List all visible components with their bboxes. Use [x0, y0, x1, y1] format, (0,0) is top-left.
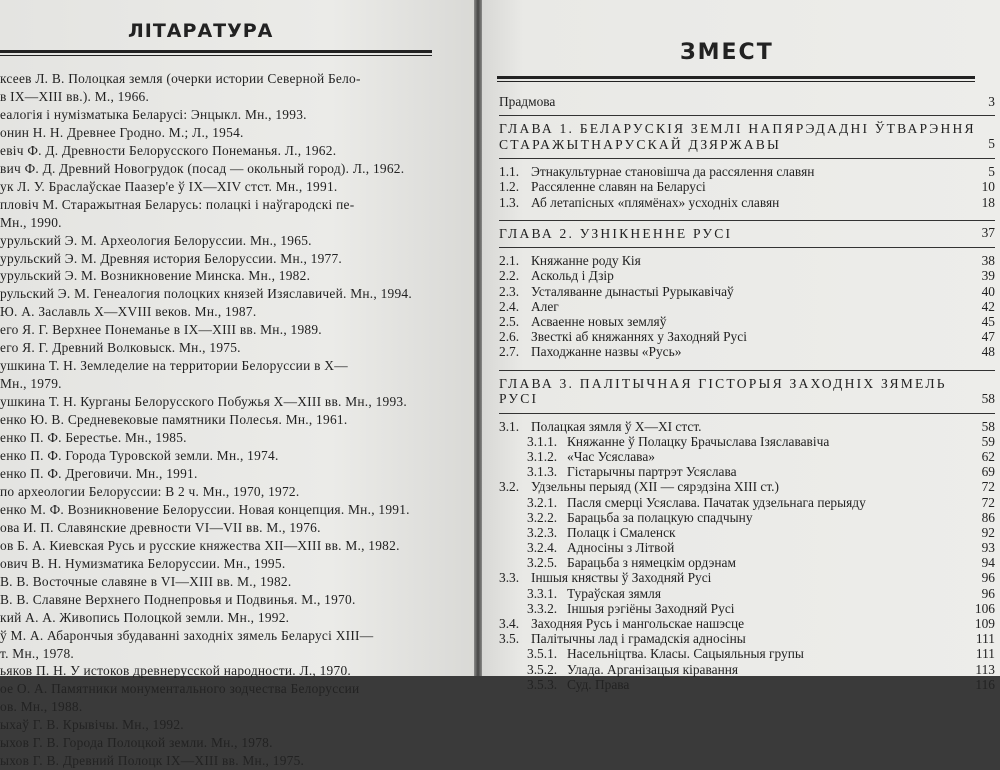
bibliography-entry: урульский Э. М. Древняя история Белоруссии. Мн., 1977. — [0, 250, 343, 266]
title-rule — [0, 50, 432, 53]
toc-entry-page: 10 — [981, 179, 995, 195]
toc-entry-page: 96 — [981, 570, 995, 586]
toc-entry-page: 111 — [975, 646, 995, 662]
toc-entry — [499, 344, 995, 359]
toc-entry — [499, 253, 995, 268]
chapter-gap — [499, 210, 995, 214]
toc-entry-number: 1.3. — [499, 194, 520, 210]
toc-entry-number: 2.7. — [499, 344, 520, 360]
toc-entry-number: 3.1. — [499, 418, 520, 434]
toc-entry-number: 2.2. — [499, 268, 520, 284]
bibliography-entry: его Я. Г. Древний Волковыск. Мн., 1975. — [0, 340, 241, 356]
toc-entry-title: Іншыя рэгіёны Заходняй Русі — [567, 600, 735, 616]
chapter-heading-line: РУСІ — [499, 391, 539, 407]
toc-entry-number: 3.1.2. — [527, 448, 558, 464]
toc-entry-number: 2.1. — [499, 253, 520, 269]
toc-entry-title: Аб летапісных «плямёнах» усходніх славян — [531, 194, 780, 210]
bibliography-entry: енко Ю. В. Средневековые памятники Полесья. Мн., 1961. — [0, 412, 348, 428]
bibliography-entry: Мн., 1979. — [0, 376, 62, 392]
chapter-rule — [499, 115, 995, 116]
bibliography-list — [0, 70, 460, 770]
toc-entry — [499, 464, 995, 479]
bibliography-entry: в IX—XIII вв.). М., 1966. — [0, 88, 150, 104]
toc-entry-title: Іншыя княствы ў Заходняй Русі — [531, 570, 712, 586]
bibliography-entry: т. Мн., 1978. — [0, 645, 75, 661]
toc-entry-title: Палітычны лад і грамадскія адносіны — [531, 631, 746, 647]
toc-entry — [499, 314, 995, 329]
toc-entry-title: Барацьба за полацкую спадчыну — [567, 509, 753, 525]
toc-entry-title: Улада. Арганізацыя кіравання — [567, 661, 739, 677]
toc-entry-number: 3.2.5. — [527, 555, 558, 571]
bibliography-entry: его Я. Г. Верхнее Понеманье в IX—XIII вв. Мн., 1989. — [0, 322, 322, 338]
toc-entry-title: Полацкая зямля ў X—XI стст. — [531, 418, 702, 434]
bibliography-entry: урульский Э. М. Возникновение Минска. Мн., 1982. — [0, 268, 311, 284]
toc-entry-number: 3.1.3. — [527, 464, 558, 480]
chapter-gap — [499, 360, 995, 364]
toc-entry-page: 94 — [981, 555, 995, 571]
bibliography-entry: кий А. А. Живопись Полоцкой земли. Мн., 1992. — [0, 609, 290, 625]
toc-entry-title: Рассяленне славян на Беларусі — [531, 179, 706, 195]
contents-rule — [497, 76, 975, 79]
toc-entry-number: 1.1. — [499, 164, 520, 180]
chapter-heading-line: СТАРАЖЫТНАРУСКАЙ ДЗЯРЖАВЫ — [499, 136, 782, 152]
toc-entry — [499, 299, 995, 314]
toc-entry-number: 3.3.2. — [527, 600, 558, 616]
preface-row — [499, 94, 995, 109]
bibliography-entry: ов Б. А. Киевская Русь и русские княжества XII—XIII вв. М., 1982. — [0, 537, 400, 553]
toc-entry-page: 116 — [975, 676, 995, 692]
toc-entry-page: 62 — [981, 448, 995, 464]
bibliography-entry: енко П. Ф. Берестье. Мн., 1985. — [0, 430, 187, 446]
toc-entry — [499, 646, 995, 661]
toc-entry-page: 45 — [981, 314, 995, 329]
toc-entry-title: Полацк і Смаленск — [567, 524, 676, 540]
bibliography-entry: В. В. Восточные славяне в VI—XIII вв. М., 1982. — [0, 573, 292, 589]
toc-entry — [499, 510, 995, 525]
literature-title: ЛІТАРАТУРА — [128, 20, 274, 42]
toc-entry-number: 2.4. — [499, 298, 520, 314]
bibliography-entry: ушкина Т. Н. Курганы Белорусского Побужья X—XIII вв. Мн., 1993. — [0, 394, 407, 410]
toc-entry — [499, 434, 995, 449]
toc-entry-number: 3.3.1. — [527, 585, 558, 601]
toc-entry-title: Суд. Права — [567, 676, 630, 692]
toc-entry-title: Заходняя Русь і мангольскае нашэсце — [531, 616, 745, 631]
chapter-rule — [499, 247, 995, 248]
preface-label: Прадмова — [499, 94, 556, 109]
toc-entry — [499, 268, 995, 283]
toc-entry-title: Тураўская зямля — [567, 585, 662, 601]
toc-entry — [499, 179, 995, 194]
chapter-rule — [499, 158, 995, 159]
toc-entry-title: Гістарычны партрэт Усяслава — [567, 464, 737, 480]
toc-entry-number: 3.2. — [499, 479, 520, 495]
toc-entry-title: Насельніцтва. Класы. Сацыяльныя групы — [567, 646, 804, 662]
bibliography-entry: пловіч М. Старажытная Беларусь: полацкі і наўгародскі пе- — [0, 196, 355, 212]
toc-entry-page: 92 — [981, 524, 995, 540]
toc-entry-title: Княжанне ў Полацку Брачыслава Ізяслававіча — [567, 433, 830, 449]
bibliography-entry: ыхаў Г. В. Крывічы. Мн., 1992. — [0, 717, 184, 733]
toc-entry-title: Аскольд і Дзір — [531, 268, 614, 284]
bibliography-entry: евіч Ф. Д. Древности Белорусского Понеманья. Л., 1962. — [0, 142, 337, 158]
chapter-rule — [499, 220, 995, 221]
toc-entry-page: 109 — [974, 616, 995, 631]
toc-entry-title: Барацьба з нямецкім ордэнам — [567, 555, 736, 571]
toc-entry-title: Княжанне роду Кія — [531, 253, 641, 269]
bibliography-entry: урульский Э. М. Археология Белоруссии. Мн., 1965. — [0, 232, 312, 248]
bibliography-entry: ыхов Г. В. Города Полоцкой земли. Мн., 1978. — [0, 735, 273, 751]
toc-entry — [499, 662, 995, 677]
bibliography-entry: ьяков П. Н. У истоков древнерусской народности. Л., 1970. — [0, 663, 351, 679]
toc-entry — [499, 479, 995, 494]
toc-entry — [499, 419, 995, 434]
bibliography-entry: ыхов Г. В. Древний Полоцк IX—XIII вв. Мн., 1975. — [0, 753, 305, 769]
chapter-heading — [499, 226, 995, 242]
bibliography-entry: вич Ф. Д. Древний Новогрудок (посад — окольный город). Л., 1962. — [0, 160, 405, 176]
toc-entry-number: 3.5.1. — [527, 646, 558, 662]
bibliography-entry: енко П. Ф. Дреговичи. Мн., 1991. — [0, 465, 198, 481]
toc-entry-page: 93 — [981, 540, 995, 556]
contents-title: ЗМЕСТ — [680, 40, 774, 65]
toc-entry-number: 3.2.4. — [527, 540, 558, 556]
chapter-rule — [499, 413, 995, 414]
chapter-page: 58 — [981, 390, 995, 406]
toc-entry — [499, 525, 995, 540]
chapter-rule — [499, 370, 995, 371]
left-page — [0, 0, 474, 769]
bibliography-entry: по археологии Белоруссии: В 2 ч. Мн., 1970, 1972. — [0, 483, 300, 499]
toc-entry-page: 5 — [988, 164, 995, 180]
toc-entry-number: 3.5.2. — [527, 661, 558, 677]
toc-entry — [499, 195, 995, 210]
bibliography-entry: ов. Мн., 1988. — [0, 699, 83, 715]
toc-entry-number: 2.5. — [499, 314, 520, 329]
toc-entry — [499, 586, 995, 601]
toc-entry — [499, 677, 995, 692]
toc-entry-page: 111 — [975, 631, 995, 647]
toc-entry — [499, 570, 995, 585]
bibliography-entry: рульский Э. М. Генеалогия полоцких князей Изяславичей. Мн., 1994. — [0, 286, 412, 302]
bibliography-entry: Мн., 1990. — [0, 214, 62, 230]
toc-entry-page: 69 — [981, 464, 995, 480]
toc-entry-title: «Час Усяслава» — [567, 448, 655, 464]
toc-entry-number: 3.5.3. — [527, 676, 558, 692]
toc-entry — [499, 601, 995, 616]
chapter-heading-line: ГЛАВА 2. УЗНІКНЕННЕ РУСІ — [499, 225, 733, 241]
toc-entry-number: 3.4. — [499, 616, 520, 631]
toc-entry-page: 47 — [981, 329, 995, 345]
bibliography-entry: енко М. Ф. Возникновение Белоруссии. Новая концепция. Мн., 1991. — [0, 501, 410, 517]
bibliography-entry: ова И. П. Славянские древности VI—VII вв. М., 1976. — [0, 519, 321, 535]
toc-entry-page: 48 — [981, 344, 995, 360]
toc-entry-title: Паходжанне назвы «Русь» — [531, 344, 682, 360]
chapter-page: 5 — [988, 136, 995, 152]
toc-entry-number: 3.3. — [499, 570, 520, 586]
bibliography-entry: еалогія і нумізматыка Беларусі: Энцыкл. Мн., 1993. — [0, 106, 307, 122]
toc-entry — [499, 555, 995, 570]
toc-entry-page: 106 — [974, 600, 995, 616]
toc-entry-number: 3.2.2. — [527, 509, 558, 525]
toc-entry-page: 38 — [981, 253, 995, 269]
toc-entry-number: 3.2.1. — [527, 494, 558, 510]
bibliography-entry: Ю. А. Заславль X—XVIII веков. Мн., 1987. — [0, 304, 257, 320]
toc-entry-page: 58 — [981, 418, 995, 434]
chapter-heading — [499, 376, 995, 407]
bibliography-entry: ук Л. У. Браслаўскае Паазер'е ў IX—XIV стст. Мн., 1991. — [0, 178, 338, 194]
book-gutter — [474, 0, 482, 676]
toc-entry-number: 3.1.1. — [527, 433, 558, 449]
bibliography-entry: ушкина Т. Н. Земледелие на территории Белоруссии в X— — [0, 358, 348, 374]
toc-entry-title: Этнакультурнае становішча да рассялення славян — [531, 164, 815, 180]
toc-entry-page: 42 — [981, 298, 995, 314]
toc-entry-page: 40 — [981, 283, 995, 299]
toc-entry — [499, 164, 995, 179]
toc-entry-page: 72 — [981, 479, 995, 495]
chapter-heading-line: ГЛАВА 3. ПАЛІТЫЧНАЯ ГІСТОРЫЯ ЗАХОДНІХ ЗЯМЕЛЬ — [499, 375, 947, 391]
toc-entry-title: Усталяванне дынастыі Рурыкавічаў — [531, 283, 734, 299]
toc-entry-title: Асваенне новых земляў — [531, 314, 667, 329]
toc-entry-number: 2.6. — [499, 329, 520, 345]
toc-entry-page: 96 — [981, 585, 995, 601]
toc-entry-number: 3.2.3. — [527, 524, 558, 540]
bibliography-entry: ў М. А. Абарончыя збудаванні заходніх зямель Беларусі XIII— — [0, 627, 374, 643]
chapter-heading-line: ГЛАВА 1. БЕЛАРУСКІЯ ЗЕМЛІ НАПЯРЭДАДНІ ЎТВАРЭННЯ — [499, 121, 976, 137]
toc-entry-number: 1.2. — [499, 179, 520, 195]
toc-entry — [499, 329, 995, 344]
toc-entry — [499, 631, 995, 646]
toc-entry-page: 86 — [981, 509, 995, 525]
toc-entry-page: 72 — [981, 494, 995, 510]
toc-entry-number: 2.3. — [499, 283, 520, 299]
bibliography-entry: В. В. Славяне Верхнего Поднепровья и Подвинья. М., 1970. — [0, 591, 356, 607]
chapter-heading — [499, 121, 995, 152]
toc-entry — [499, 540, 995, 555]
title-rule-thin — [0, 55, 432, 56]
toc-entry-title: Адносіны з Літвой — [567, 540, 675, 556]
bibliography-entry: ое О. А. Памятники монументального зодчества Белоруссии — [0, 681, 360, 697]
toc-entry-page: 39 — [981, 268, 995, 284]
bibliography-entry: ович В. Н. Нумизматика Белоруссии. Мн., 1995. — [0, 555, 286, 571]
toc-entry — [499, 616, 995, 631]
bibliography-entry: онин Н. Н. Древнее Гродно. М.; Л., 1954. — [0, 124, 244, 140]
toc-entry-title: Пасля смерці Усяслава. Пачатак удзельнага перыяду — [567, 494, 866, 510]
contents-rule-thin — [497, 81, 975, 82]
table-of-contents — [499, 94, 995, 696]
chapter-page: 37 — [981, 225, 995, 241]
bibliography-entry: ксеев Л. В. Полоцкая земля (очерки истории Северной Бело- — [0, 71, 361, 86]
toc-entry-title: Алег — [531, 298, 559, 314]
preface-page: 3 — [988, 94, 995, 109]
toc-entry-title: Звесткі аб княжаннях у Заходняй Русі — [531, 329, 747, 345]
toc-entry-page: 18 — [981, 194, 995, 210]
toc-entry-page: 59 — [981, 433, 995, 449]
toc-entry — [499, 449, 995, 464]
bibliography-entry: енко П. Ф. Города Туровской земли. Мн., 1974. — [0, 448, 279, 464]
toc-entry — [499, 495, 995, 510]
toc-entry-page: 113 — [975, 661, 995, 677]
chapter-gap — [499, 692, 995, 696]
toc-entry — [499, 284, 995, 299]
toc-entry-title: Удзельны перыяд (XII — сярэдзіна XIII ст.) — [531, 479, 779, 495]
toc-entry-number: 3.5. — [499, 631, 520, 647]
